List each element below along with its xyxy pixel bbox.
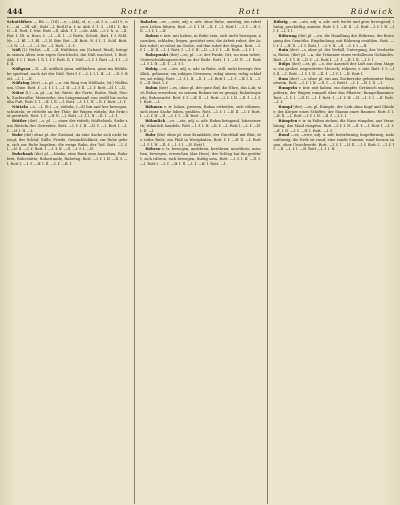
entry-headword: Nüß: [12, 48, 21, 53]
entry-definition: (der) —s, ohne pl. der Verfall, Untergang, das Verderben; Ruine, (die) pl. —n, die Trümmer eines verfallenen Gebäudes. Rott —l. f. l. lf. —ll. f. —l. Rott l. —l. f. —lf. l. ll. —l. f. l.: [273, 48, 394, 62]
entry-headword: Rumpeln: [278, 86, 298, 91]
text-columns: [7, 20, 394, 504]
entry-headword: Rümpfen: [278, 119, 298, 124]
dictionary-entry: [7, 119, 128, 133]
text-column-right: [273, 20, 394, 504]
entry-definition: (der) —es, pl. Rümpfe, der Leib ohne Kopf und Glieder; der Körper eines Schiffes; der Stamm eines Baumes. Rott. f. l. —lf. ll. —l. Rott —l. f. l. lf. —ll. f. —l. f. l.: [273, 104, 394, 119]
entry-headword: Rühren: [145, 147, 161, 152]
dictionary-entry: [7, 48, 128, 67]
dictionary-entry: [140, 147, 261, 166]
entry-definition: (l.) —n, pl. —n, lat. Rutte, die Gerte, Ruthe, Stab, Stock; Zuchtruthe; Messruthe, ein Längenmaaß von zwölf bis sechzehn Fuß. Rott. f. l. —lf. l. ll. —l. Rott. —l. f. l. lf. —ll. f. Rott —l. f.: [7, 90, 128, 105]
dictionary-entry: [273, 86, 394, 105]
dictionary-entry: [7, 81, 128, 90]
dictionary-entry: [140, 105, 261, 119]
entry-definition: v. tr. bewegen, anrühren, berühren; umrühren, mischen; bewegen, erweichen (das Herz); der Schlag hat ihn gerührt; sich rühren, sich bewegen, thätig sein. Rott. —l. f. l. lf. —ll. f. —l. Rott l. —l. f. —lf. l. ll. —l. f. —lf. l. Rott. —l.: [140, 147, 261, 166]
entry-headword: Ruhig: [145, 67, 158, 72]
entry-headword: Ruhelos: [140, 20, 157, 24]
entry-definition: (der) —s, ohne pl. ein aus Zuckerrohr gebrannter Branntwein. Rott. —l. f. l. lf. —ll. f. —l. Rott l. —l. f. —lf. l. ll. —l.: [273, 76, 394, 86]
dictionary-entry: [140, 34, 261, 53]
dictionary-entry: [273, 133, 394, 152]
entry-definition: —er, —ste, adj. u. adv. sich leicht und gern bewegend, thätig, geschäftig, munter. Rott. f. l. —lf. ll. —l. Rott —l. f. l. lf. —ll. f. —l. f. l.: [273, 20, 394, 34]
entry-headword: Rühmlich: [145, 119, 166, 124]
dictionary-entry: [273, 77, 394, 86]
dictionary-entry: [273, 34, 394, 48]
running-head-right-word: Rüdwick: [350, 7, 394, 16]
entry-definition: v. intr. mit haben, ein dumpfes Geräusch machen, poltern; der Wagen rumpelt über das Pflaster; Rumpelkammer. Rott —l. f. l. —lf. ll. —l. f. Rott. l. —l. f. lf. —ll. —l. f. l. —lf. Rott. —l. f.: [273, 86, 394, 105]
entry-headword: Rülps: [278, 62, 291, 67]
entry-definition: —s, —l, (lt.) —s, rütteln, (—il) hin und her bewegen, schütteln; er rüttelte an der Thür; die Wagen rütteln; die Erde ist gerüttelt. Rott. l. f. —lf. ll. —l. Rott —l. f. l. lf. —ll. l. —l. f.: [7, 104, 128, 119]
entry-headword: Rüttler: [12, 119, 27, 124]
entry-definition: (der) —s, pl. —, einer der rüttelt; Nüßtelsieb, Siebe zum Rütteln des Getreides. Rott. —l. f. l. lf. —ll. f. —l. Rott l. —l. f. —lf. l. ll. —l.: [7, 119, 128, 133]
entry-headword: Rührung: [278, 34, 297, 39]
dictionary-entry: [7, 67, 128, 81]
entry-headword: Rund: [278, 133, 290, 138]
entry-headword: Ruhen: [145, 34, 159, 39]
entry-headword: Ruhepunkt: [145, 53, 169, 58]
entry-headword: Ruhr: [145, 133, 156, 138]
dictionary-entry: [7, 20, 128, 48]
dictionary-entry: [140, 119, 261, 133]
dictionary-entry: [140, 133, 261, 147]
entry-definition: (der) —es, pl. —e, der Ausstoß der Luft aus dem Magen; ein grober, ungesitteter Mensch; rülpsen, v. intr. Rott. f. l. —lf. ll. —l. Rott —l. f. l. lf. —ll. f. —l. f. l. —lf. Rott l.: [273, 62, 394, 76]
entry-definition: v. tr. in Falten ziehen; die Nase rümpfen, aus Verachtung; das Maul rümpfen. Rott —l. f. l. lf. —ll. f. —l. Rott l. —l. f. —lf. l. ll. —l. f. —lf. l. Rott. —l. f.: [273, 119, 394, 133]
entry-definition: —er, —este, adj. u. adv. kreisförmig, kugelförmig, walzenförmig; die Erde ist rund; eine runde Summe; rund heraus sagen, ohne Umschweife. Rott. —l. f. l. —lf. ll. —l. f. Rott. l. —l. f. lf. —ll. —l. f. l. —lf. Rott —l. f. l. lf.: [273, 133, 394, 152]
entry-headword: Rührig: [273, 20, 288, 24]
dictionary-entry: [273, 119, 394, 133]
dictionary-entry: [7, 105, 128, 119]
dictionary-entry: [7, 91, 128, 105]
dictionary-entry: [140, 67, 261, 86]
entry-definition: —er, —este, adj. u. adv. ohne Ruhe, unruhig; ein ruheloses Leben führen. Rott —l. f. l. lf. —ll. f. —l. Rott l. —l. f. —lf. l. ll. —l. f. l. —lf.: [140, 20, 261, 34]
dictionary-entry: [7, 152, 128, 166]
entry-headword: Nüßring: [12, 81, 30, 86]
entry-definition: —er, —ste, adj. u. adv. in Ruhe, still, nicht bewegt; friedlich, gelassen; ein ruhiges Gewissen; ruhig sitzen, ruhig schlafen; sei ruhig. Rott. —l. f. l. lf. —ll. f. —l. Rott l. —l. f. —lf. l. ll. —l. f. —lf. Rott. l. f.: [140, 67, 261, 86]
column-divider: [134, 20, 135, 504]
entry-headword: Schottfäher.: [7, 20, 33, 24]
text-column-left: [7, 20, 128, 504]
entry-headword: Nütteln: [12, 104, 28, 109]
text-column-middle: [140, 20, 261, 504]
entry-definition: (die) ohne pl. eine Krankheit, der Durchfall mit Blut; die rothe Ruhr; ein Fluß in Westphalen. Rott. f. l. —lf. ll. —l. Rott —l. f. l. lf. —ll. f. —l. f. l. —lf. Rott l.: [140, 133, 261, 147]
running-head: [7, 6, 394, 18]
entry-headword: Rühmen: [145, 104, 163, 109]
dictionary-entry: [7, 133, 128, 152]
entry-headword: Ruin: [278, 48, 289, 53]
entry-definition: (l.) Nüßet, —ll, —lf, Nüßthier, ein (Schaaf, Rind), bringt in seinen Alten sein eigen Geschlecht, die Nüß wachset, l. Rott. Abh. f. l. l. Rott. l. ll. l. f. f. Rott. ll. f. Nüß —l, f. l. Rott —l. f. l. —lf. ll.: [7, 48, 128, 67]
entry-headword: Nüßgrau: [12, 67, 31, 72]
entry-definition: — Rü —, (l.il) —s; —(äh), ol, s; —sl, f. s. —ul.l f., ut., —ul, —lfl, ull ; Rott —l, Rotl.fl u. f. w. Abh. f. 1. 1. —lfl l. f.; Bott —ll, Rotl. f. Nut. Bott —ll, Abh. f. 1. —sls. Abh. —l. f. b. u. —ll, Rot. f. Nl. u. Buro. f. —l. —ll. l. —l Rotte, Schott, Bott. f. l. Schl. Nr. —l. Bl. —l. Bl. —l. lf. Bür. Rot —lf. Bott. N. f. l. 1. Schl. Bott. —l. N. —l. —l. —l. Nr. —l. Rott. —l. f.: [7, 20, 128, 48]
running-head-left-word: Rotte: [120, 7, 149, 16]
dictionary-entry: [140, 20, 261, 34]
entry-headword: Ruhebank: [12, 152, 33, 157]
dictionary-entry: [140, 86, 261, 105]
dictionary-entry: [273, 62, 394, 76]
entry-definition: (der) —s, pl. —e, ein Ring von Nüßholz; (sl.) Nüßbaum, Ulme. Rott. f. —l. f. l. l. —l. lf. —l. f. ll. —l. f. Rott —lf. l. —ll.: [7, 81, 128, 91]
entry-definition: v. intr. mit haben, in Ruhe sein, sich nicht bewegen; ausruhen, schlafen; liegen, gestützt sein; die Arbeit ruhet; der Acker ruhet; er ruhet im Grabe; auf ihm ruhet der Segen. Rott. —l. f. l. —lf. ll. —l. f. Rott. l. —l. f. lf. —ll. —l. f. l. —lf. Rott. —l. f. l.: [140, 34, 261, 53]
entry-definition: —ll, —lf, nüßlich grau, nüßfarben, grau ins Röthliche spielend, nach Art der Nüß. Rott f. f. —l, f. l. l. lf. —l. —ll. f. Rott. —l. l. —lf.: [7, 67, 128, 81]
entry-headword: Ruhm: [145, 86, 158, 91]
entry-definition: —er, —ste, adj. u. adv. Ruhm bringend, lobenswerth; rühmlich handeln. Rott —l. f. l. lf. —ll. f. —l. Rott l. —l. f. —lf. l. ll. —l.: [140, 119, 261, 133]
entry-definition: v. tr. loben, preisen, Ruhm ertheilen; sich rühmen, sich einer Sache loben, prahlen. Rott. —l. f. l. —lf. ll. —l. f. Rott. l. —l. f. lf. —ll. —l. f. l. —lf. Rott —l. f.: [140, 104, 261, 119]
dictionary-entry: [140, 53, 261, 67]
entry-headword: Rum: [278, 76, 289, 81]
entry-definition: (der) —es, pl. —e, der Punkt, Ort, wo man ruhet; Unterscheidungszeichen in der Rede. Rott. f. l. —lf. ll. —l. Rott —l. f. l. lf. —ll. f. —l. f. l.: [140, 53, 261, 67]
dictionary-entry: [273, 105, 394, 119]
dictionary-entry: [273, 48, 394, 62]
entry-definition: (der) —es, ohne pl. der gute Ruf, die Ehre, das Lob; sich Ruhm erwerben; zu seinem Ruhme sei es gesagt; Ruhmbegierde, Ruhmsucht. Rott. f. l. —lf. ll. —l. Rott —l. f. l. lf. —ll. f. —l. f. l. Rott. —l.: [140, 86, 261, 105]
entry-headword: Rumpf: [278, 104, 293, 109]
dictionary-entry: [273, 20, 394, 34]
running-head-center-word: Rott: [238, 7, 261, 16]
entry-headword: Nütze: [12, 90, 25, 95]
column-divider: [267, 20, 268, 504]
entry-headword: Ruhe: [12, 133, 23, 138]
entry-definition: (die) pl. —en, die Handlung des Rührens; die Bewegung des Gemüths, Empfindung; mit Rührung erzählen. Rott. —l. f. l. —lf. ll. —l. f. Rott. l. —l. f. lf. —ll. —l. f. l. —lf.: [273, 34, 394, 48]
entry-definition: (die) pl. —bänke, eine Bank zum Ausruhen; Ruhebett, Ruhestätte, Ruhestunde, Ruhetag. Rott. —l. f. l. lf. —ll. f. —l. Rott l. —l. f. —lf. l. ll. —l. f. —lf. l.: [7, 152, 128, 166]
page-number: 444: [7, 7, 23, 16]
entry-definition: (die) ohne pl. der Zustand, da eine Sache sich nicht bewegt; der Schlaf; Stille, Friede, Gemächlichkeit; zur Ruhe gehen, sich zur Ruhe begeben; die ewige Ruhe, der Tod. Rott. —l. f. l. —lf. ll. —l. f. Rott. l. —l. f. lf. —ll. —l. f. l. —lf.: [7, 133, 128, 152]
